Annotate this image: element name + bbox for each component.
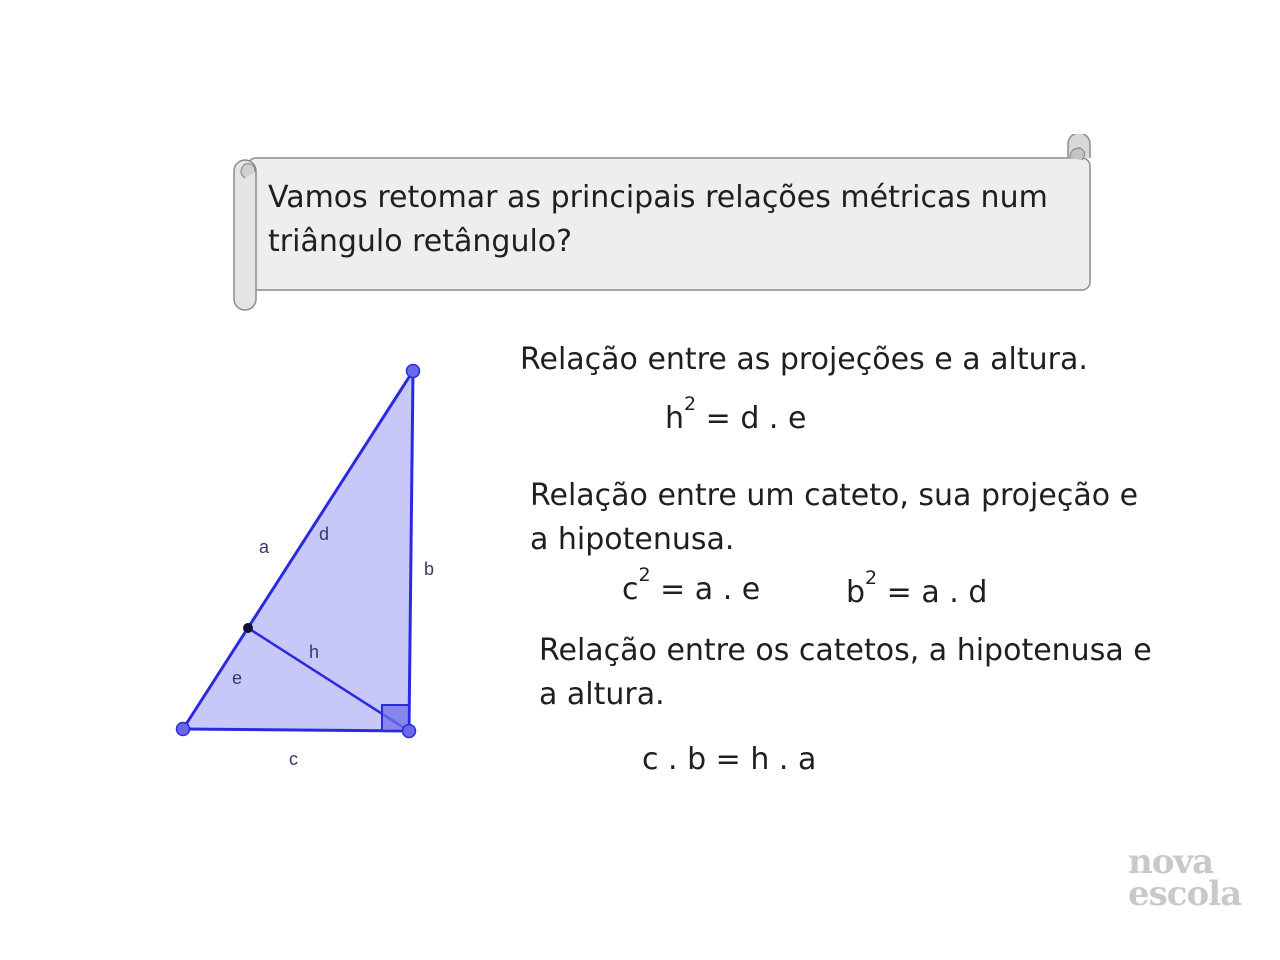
vertex-right-angle <box>403 725 416 738</box>
relation-2-formula-b: $b^2 = a$ . d <box>846 567 988 610</box>
altitude-foot <box>243 623 253 633</box>
relation-3-formula: c . b = h . a <box>642 742 817 777</box>
label-e: e <box>232 668 243 688</box>
relation-1-formula: $h^2 = d$ . e <box>665 393 807 436</box>
vertex-top <box>407 365 420 378</box>
relation-1-title: Relação entre as projeções e a altura. <box>520 342 1088 377</box>
label-a: a <box>259 537 270 557</box>
nova-escola-logo <box>1128 842 1258 914</box>
label-c: c <box>289 749 298 769</box>
banner-text: Vamos retomar as principais relações métricas num triângulo retângulo? <box>268 180 1048 259</box>
leg-c <box>183 729 409 731</box>
label-d: d <box>319 524 330 544</box>
logo-line-1: nova <box>1128 842 1214 882</box>
label-h: h <box>309 642 320 662</box>
relation-2-title: Relação entre um cateto, sua projeção e a hipotenusa. <box>530 478 1139 557</box>
vertex-left <box>177 723 190 736</box>
right-triangle-diagram <box>0 0 480 800</box>
label-b: b <box>424 559 435 579</box>
logo-line-2: escola <box>1128 874 1242 914</box>
relation-3-title: Relação entre os catetos, a hipotenusa e a altura. <box>539 633 1152 712</box>
relation-2-formula-c: $c^2 = a$ . e <box>622 564 761 607</box>
